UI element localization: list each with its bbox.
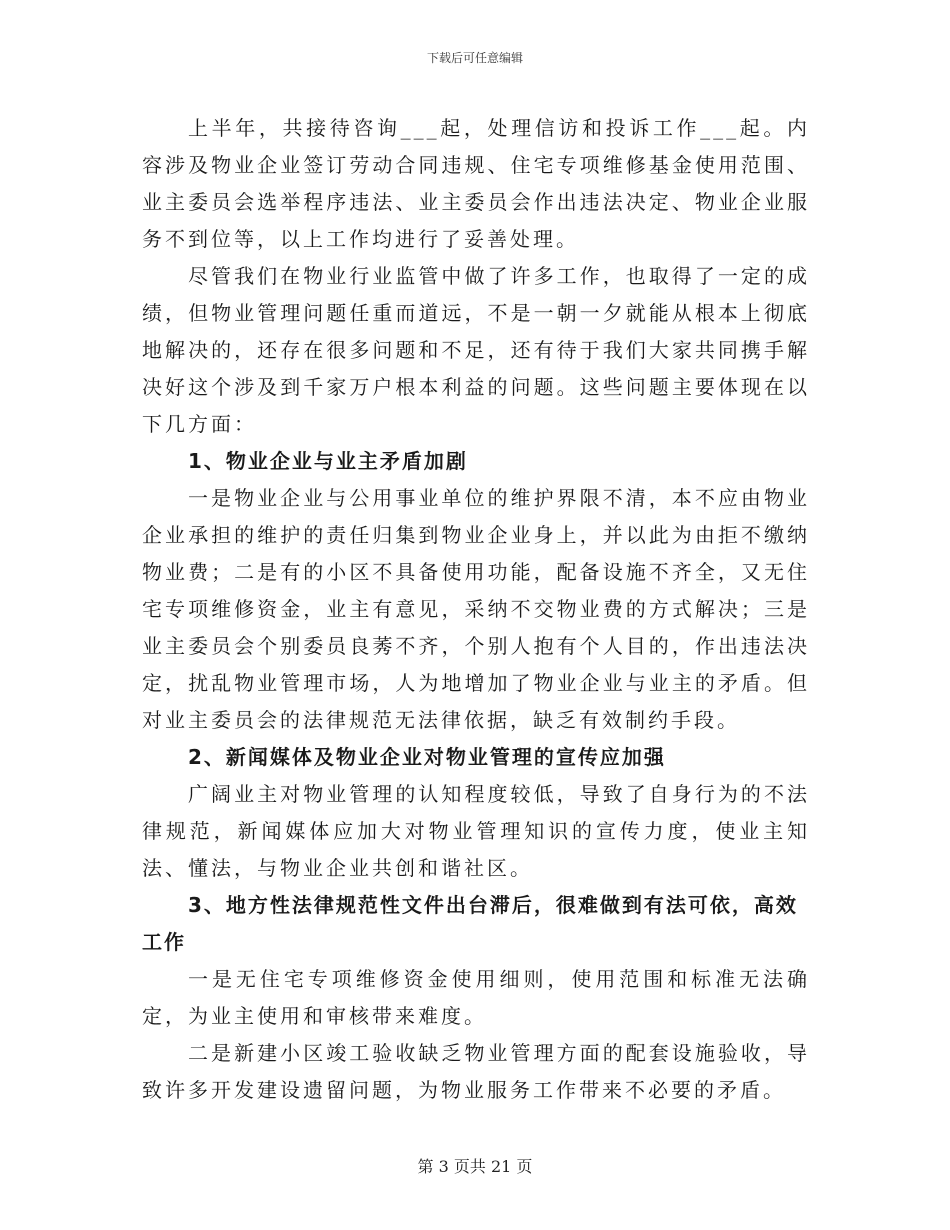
paragraph-section-1: 一是物业企业与公用事业单位的维护界限不清，本不应由物业企业承担的维护的责任归集到物业企业身上，并以此为由拒不缴纳物业费；二是有的小区不具备使用功能，配备设施不齐全，又无住宅专项维修资金，业主有意见，采纳不交物业费的方式解决；三是业主委员会个别委员良莠不齐，个别人抱有个人目的，作出违法决定，扰乱物业管理市场，人为地增加了物业企业与业主的矛盾。但对业主委员会的法律规范无法律依据，缺乏有效制约手段。	[142, 486, 810, 732]
paragraph-section-3-item-2: 二是新建小区竣工验收缺乏物业管理方面的配套设施验收，导致许多开发建设遗留问题，为物业服务工作带来不必要的矛盾。	[142, 1041, 810, 1102]
heading-section-3: 3、地方性法律规范性文件出台滞后，很难做到有法可依，高效工作	[142, 893, 798, 954]
paragraph-problems-intro: 尽管我们在物业行业监管中做了许多工作，也取得了一定的成绩，但物业管理问题任重而道远，不是一朝一夕就能从根本上彻底地解决的，还存在很多问题和不足，还有待于我们大家共同携手解决好这个涉及到千家万户根本利益的问题。这些问题主要体现在以下几方面：	[142, 264, 810, 436]
paragraph-section-3-item-1: 一是无住宅专项维修资金使用细则，使用范围和标准无法确定，为业主使用和审核带来难度。	[142, 967, 810, 1028]
header-note: 下载后可任意编辑	[426, 51, 523, 65]
page-number: 第 3 页共 21 页	[417, 1157, 533, 1176]
document-body	[142, 110, 810, 1109]
heading-section-1: 1、物业企业与业主矛盾加剧	[188, 449, 468, 473]
paragraph-consultation-summary: 上半年，共接待咨询___起，处理信访和投诉工作___起。内容涉及物业企业签订劳动合同违规、住宅专项维修基金使用范围、业主委员会选举程序违法、业主委员会作出违法决定、物业企业服务不到位等，以上工作均进行了妥善处理。	[142, 116, 810, 251]
heading-section-2: 2、新闻媒体及物业企业对物业管理的宣传应加强	[188, 745, 666, 769]
paragraph-section-2: 广阔业主对物业管理的认知程度较低，导致了自身行为的不法律规范，新闻媒体应加大对物业管理知识的宣传力度，使业主知法、懂法，与物业企业共创和谐社区。	[142, 782, 810, 880]
